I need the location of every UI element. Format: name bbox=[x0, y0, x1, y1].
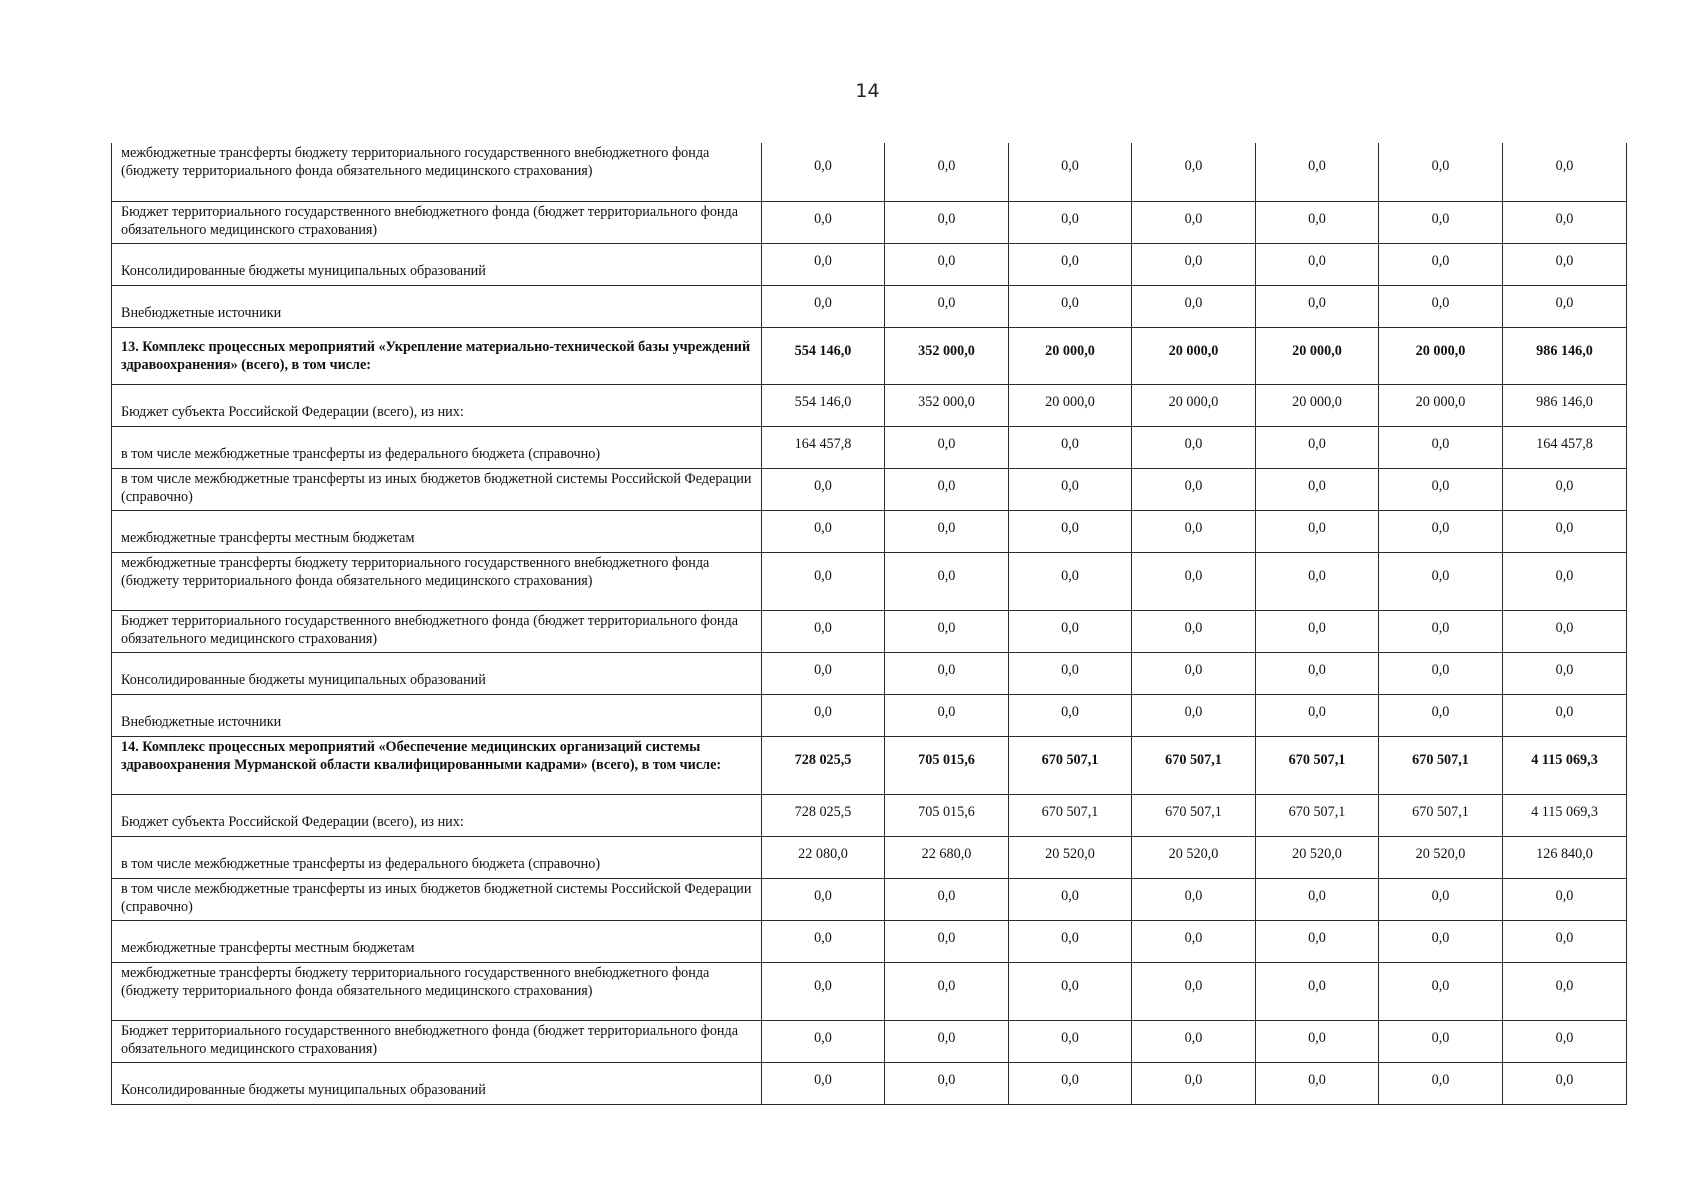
value-cell: 0,0 bbox=[885, 143, 1009, 201]
value-cell: 0,0 bbox=[1132, 652, 1256, 694]
value-cell: 670 507,1 bbox=[1256, 794, 1379, 836]
value-cell: 0,0 bbox=[885, 285, 1009, 327]
value-cell: 0,0 bbox=[1503, 962, 1627, 1020]
row-label: Бюджет территориального государственного внебюджетного фонда (бюджет территориального фонда обязательного медицинского страхования) bbox=[112, 1020, 762, 1062]
value-cell: 4 115 069,3 bbox=[1503, 736, 1627, 794]
row-label: Консолидированные бюджеты муниципальных образований bbox=[112, 652, 762, 694]
value-cell: 0,0 bbox=[1009, 285, 1132, 327]
value-cell: 670 507,1 bbox=[1379, 736, 1503, 794]
row-label: межбюджетные трансферты бюджету территориального государственного внебюджетного фонда (бюджету территориального фонда обязательного медицинского страхования) bbox=[112, 552, 762, 610]
value-cell: 670 507,1 bbox=[1009, 794, 1132, 836]
value-cell: 0,0 bbox=[762, 243, 885, 285]
row-label: Бюджет территориального государственного внебюджетного фонда (бюджет территориального фонда обязательного медицинского страхования) bbox=[112, 201, 762, 243]
value-cell: 670 507,1 bbox=[1132, 736, 1256, 794]
value-cell: 0,0 bbox=[1256, 920, 1379, 962]
value-cell: 0,0 bbox=[1132, 1062, 1256, 1104]
value-cell: 0,0 bbox=[1256, 143, 1379, 201]
value-cell: 0,0 bbox=[1009, 1062, 1132, 1104]
value-cell: 20 000,0 bbox=[1009, 327, 1132, 384]
row-label: Консолидированные бюджеты муниципальных образований bbox=[112, 243, 762, 285]
table-row bbox=[112, 1062, 1627, 1104]
value-cell: 728 025,5 bbox=[762, 794, 885, 836]
table-row bbox=[112, 962, 1627, 1020]
value-cell: 164 457,8 bbox=[762, 426, 885, 468]
value-cell: 0,0 bbox=[762, 285, 885, 327]
value-cell: 670 507,1 bbox=[1379, 794, 1503, 836]
value-cell: 0,0 bbox=[1379, 652, 1503, 694]
value-cell: 126 840,0 bbox=[1503, 836, 1627, 878]
value-cell: 0,0 bbox=[762, 652, 885, 694]
value-cell: 20 520,0 bbox=[1379, 836, 1503, 878]
row-label: 13. Комплекс процессных мероприятий «Укрепление материально-технической базы учреждений здравоохранения» (всего), в том числе: bbox=[112, 327, 762, 384]
budget-table bbox=[111, 143, 1627, 1105]
value-cell: 0,0 bbox=[1503, 1062, 1627, 1104]
value-cell: 0,0 bbox=[762, 468, 885, 510]
value-cell: 0,0 bbox=[1379, 468, 1503, 510]
value-cell: 0,0 bbox=[885, 652, 1009, 694]
value-cell: 0,0 bbox=[762, 694, 885, 736]
value-cell: 0,0 bbox=[1503, 1020, 1627, 1062]
value-cell: 0,0 bbox=[1009, 1020, 1132, 1062]
value-cell: 0,0 bbox=[885, 552, 1009, 610]
value-cell: 728 025,5 bbox=[762, 736, 885, 794]
value-cell: 20 000,0 bbox=[1256, 327, 1379, 384]
value-cell: 0,0 bbox=[1132, 610, 1256, 652]
value-cell: 0,0 bbox=[885, 694, 1009, 736]
value-cell: 0,0 bbox=[885, 201, 1009, 243]
value-cell: 20 000,0 bbox=[1379, 384, 1503, 426]
value-cell: 0,0 bbox=[1009, 962, 1132, 1020]
row-label: Внебюджетные источники bbox=[112, 694, 762, 736]
value-cell: 0,0 bbox=[885, 426, 1009, 468]
value-cell: 0,0 bbox=[1503, 243, 1627, 285]
value-cell: 22 680,0 bbox=[885, 836, 1009, 878]
value-cell: 0,0 bbox=[1132, 201, 1256, 243]
value-cell: 0,0 bbox=[1256, 694, 1379, 736]
value-cell: 0,0 bbox=[762, 962, 885, 1020]
table-row bbox=[112, 285, 1627, 327]
value-cell: 0,0 bbox=[1503, 920, 1627, 962]
value-cell: 0,0 bbox=[885, 610, 1009, 652]
value-cell: 705 015,6 bbox=[885, 794, 1009, 836]
value-cell: 0,0 bbox=[1503, 468, 1627, 510]
value-cell: 0,0 bbox=[762, 510, 885, 552]
value-cell: 0,0 bbox=[885, 510, 1009, 552]
value-cell: 164 457,8 bbox=[1503, 426, 1627, 468]
value-cell: 0,0 bbox=[1256, 468, 1379, 510]
value-cell: 554 146,0 bbox=[762, 384, 885, 426]
value-cell: 0,0 bbox=[1503, 510, 1627, 552]
table-row bbox=[112, 510, 1627, 552]
value-cell: 0,0 bbox=[1503, 694, 1627, 736]
value-cell: 0,0 bbox=[885, 878, 1009, 920]
table-row bbox=[112, 143, 1627, 201]
value-cell: 0,0 bbox=[1132, 878, 1256, 920]
value-cell: 0,0 bbox=[1379, 878, 1503, 920]
value-cell: 0,0 bbox=[1009, 243, 1132, 285]
value-cell: 0,0 bbox=[762, 610, 885, 652]
table-row bbox=[112, 384, 1627, 426]
value-cell: 0,0 bbox=[1379, 1020, 1503, 1062]
value-cell: 0,0 bbox=[1256, 610, 1379, 652]
value-cell: 0,0 bbox=[1503, 552, 1627, 610]
value-cell: 0,0 bbox=[1379, 243, 1503, 285]
value-cell: 0,0 bbox=[1503, 878, 1627, 920]
value-cell: 0,0 bbox=[1132, 1020, 1256, 1062]
value-cell: 0,0 bbox=[762, 143, 885, 201]
value-cell: 986 146,0 bbox=[1503, 384, 1627, 426]
table-row bbox=[112, 468, 1627, 510]
value-cell: 0,0 bbox=[762, 1020, 885, 1062]
table-row bbox=[112, 1020, 1627, 1062]
table-row bbox=[112, 327, 1627, 384]
value-cell: 0,0 bbox=[1009, 426, 1132, 468]
value-cell: 20 000,0 bbox=[1256, 384, 1379, 426]
row-label: Консолидированные бюджеты муниципальных образований bbox=[112, 1062, 762, 1104]
table-row bbox=[112, 736, 1627, 794]
value-cell: 4 115 069,3 bbox=[1503, 794, 1627, 836]
row-label: Бюджет территориального государственного внебюджетного фонда (бюджет территориального фонда обязательного медицинского страхования) bbox=[112, 610, 762, 652]
value-cell: 20 520,0 bbox=[1256, 836, 1379, 878]
value-cell: 20 000,0 bbox=[1132, 384, 1256, 426]
value-cell: 0,0 bbox=[1009, 610, 1132, 652]
table-row bbox=[112, 694, 1627, 736]
value-cell: 0,0 bbox=[1379, 1062, 1503, 1104]
row-label: в том числе межбюджетные трансферты из иных бюджетов бюджетной системы Российской Федерации (справочно) bbox=[112, 468, 762, 510]
value-cell: 0,0 bbox=[1379, 610, 1503, 652]
value-cell: 0,0 bbox=[1009, 143, 1132, 201]
value-cell: 670 507,1 bbox=[1256, 736, 1379, 794]
value-cell: 0,0 bbox=[762, 1062, 885, 1104]
value-cell: 0,0 bbox=[1256, 962, 1379, 1020]
row-label: Внебюджетные источники bbox=[112, 285, 762, 327]
value-cell: 0,0 bbox=[1379, 201, 1503, 243]
value-cell: 0,0 bbox=[1503, 285, 1627, 327]
value-cell: 0,0 bbox=[762, 552, 885, 610]
value-cell: 0,0 bbox=[1132, 243, 1256, 285]
table-row bbox=[112, 610, 1627, 652]
value-cell: 0,0 bbox=[1503, 143, 1627, 201]
value-cell: 0,0 bbox=[885, 1020, 1009, 1062]
value-cell: 0,0 bbox=[1256, 1062, 1379, 1104]
value-cell: 986 146,0 bbox=[1503, 327, 1627, 384]
value-cell: 0,0 bbox=[1503, 201, 1627, 243]
value-cell: 0,0 bbox=[1132, 694, 1256, 736]
row-label: в том числе межбюджетные трансферты из федерального бюджета (справочно) bbox=[112, 836, 762, 878]
value-cell: 670 507,1 bbox=[1132, 794, 1256, 836]
value-cell: 0,0 bbox=[1132, 285, 1256, 327]
value-cell: 0,0 bbox=[1379, 285, 1503, 327]
value-cell: 0,0 bbox=[1009, 694, 1132, 736]
table-row bbox=[112, 836, 1627, 878]
table-row bbox=[112, 201, 1627, 243]
row-label: межбюджетные трансферты местным бюджетам bbox=[112, 920, 762, 962]
value-cell: 0,0 bbox=[885, 468, 1009, 510]
table-row bbox=[112, 552, 1627, 610]
value-cell: 0,0 bbox=[1132, 510, 1256, 552]
value-cell: 0,0 bbox=[1132, 962, 1256, 1020]
value-cell: 0,0 bbox=[1379, 962, 1503, 1020]
value-cell: 0,0 bbox=[1256, 652, 1379, 694]
value-cell: 0,0 bbox=[1009, 468, 1132, 510]
table-row bbox=[112, 243, 1627, 285]
value-cell: 0,0 bbox=[762, 201, 885, 243]
value-cell: 0,0 bbox=[1379, 920, 1503, 962]
value-cell: 0,0 bbox=[1379, 552, 1503, 610]
value-cell: 0,0 bbox=[1503, 610, 1627, 652]
row-label: межбюджетные трансферты местным бюджетам bbox=[112, 510, 762, 552]
value-cell: 0,0 bbox=[1009, 201, 1132, 243]
value-cell: 670 507,1 bbox=[1009, 736, 1132, 794]
value-cell: 0,0 bbox=[1132, 552, 1256, 610]
value-cell: 0,0 bbox=[1256, 426, 1379, 468]
row-label: в том числе межбюджетные трансферты из федерального бюджета (справочно) bbox=[112, 426, 762, 468]
value-cell: 0,0 bbox=[1379, 426, 1503, 468]
value-cell: 20 000,0 bbox=[1009, 384, 1132, 426]
value-cell: 0,0 bbox=[1256, 552, 1379, 610]
value-cell: 0,0 bbox=[1132, 143, 1256, 201]
value-cell: 20 520,0 bbox=[1132, 836, 1256, 878]
value-cell: 0,0 bbox=[1503, 652, 1627, 694]
value-cell: 0,0 bbox=[885, 920, 1009, 962]
value-cell: 0,0 bbox=[1256, 510, 1379, 552]
value-cell: 352 000,0 bbox=[885, 327, 1009, 384]
value-cell: 0,0 bbox=[885, 962, 1009, 1020]
value-cell: 0,0 bbox=[1009, 510, 1132, 552]
value-cell: 0,0 bbox=[1256, 201, 1379, 243]
row-label: 14. Комплекс процессных мероприятий «Обеспечение медицинских организаций системы здравоохранения Мурманской области квалифицированными кадрами» (всего), в том числе: bbox=[112, 736, 762, 794]
value-cell: 20 520,0 bbox=[1009, 836, 1132, 878]
value-cell: 705 015,6 bbox=[885, 736, 1009, 794]
row-label: межбюджетные трансферты бюджету территориального государственного внебюджетного фонда (бюджету территориального фонда обязательного медицинского страхования) bbox=[112, 962, 762, 1020]
value-cell: 0,0 bbox=[1379, 510, 1503, 552]
value-cell: 0,0 bbox=[885, 243, 1009, 285]
table-row bbox=[112, 652, 1627, 694]
row-label: межбюджетные трансферты бюджету территориального государственного внебюджетного фонда (бюджету территориального фонда обязательного медицинского страхования) bbox=[112, 143, 762, 201]
value-cell: 0,0 bbox=[1379, 694, 1503, 736]
value-cell: 352 000,0 bbox=[885, 384, 1009, 426]
value-cell: 0,0 bbox=[1132, 468, 1256, 510]
value-cell: 554 146,0 bbox=[762, 327, 885, 384]
table-row bbox=[112, 920, 1627, 962]
value-cell: 0,0 bbox=[1256, 878, 1379, 920]
row-label: Бюджет субъекта Российской Федерации (всего), из них: bbox=[112, 384, 762, 426]
value-cell: 0,0 bbox=[1256, 243, 1379, 285]
value-cell: 0,0 bbox=[1256, 1020, 1379, 1062]
row-label: Бюджет субъекта Российской Федерации (всего), из них: bbox=[112, 794, 762, 836]
value-cell: 0,0 bbox=[1009, 552, 1132, 610]
value-cell: 0,0 bbox=[1379, 143, 1503, 201]
table-row bbox=[112, 878, 1627, 920]
value-cell: 0,0 bbox=[885, 1062, 1009, 1104]
value-cell: 0,0 bbox=[1009, 878, 1132, 920]
value-cell: 20 000,0 bbox=[1132, 327, 1256, 384]
value-cell: 20 000,0 bbox=[1379, 327, 1503, 384]
value-cell: 0,0 bbox=[762, 878, 885, 920]
table-row bbox=[112, 426, 1627, 468]
value-cell: 0,0 bbox=[1009, 920, 1132, 962]
row-label: в том числе межбюджетные трансферты из иных бюджетов бюджетной системы Российской Федерации (справочно) bbox=[112, 878, 762, 920]
value-cell: 22 080,0 bbox=[762, 836, 885, 878]
value-cell: 0,0 bbox=[762, 920, 885, 962]
table-row bbox=[112, 794, 1627, 836]
value-cell: 0,0 bbox=[1132, 426, 1256, 468]
value-cell: 0,0 bbox=[1132, 920, 1256, 962]
value-cell: 0,0 bbox=[1256, 285, 1379, 327]
page-number: 14 bbox=[855, 80, 880, 102]
value-cell: 0,0 bbox=[1009, 652, 1132, 694]
